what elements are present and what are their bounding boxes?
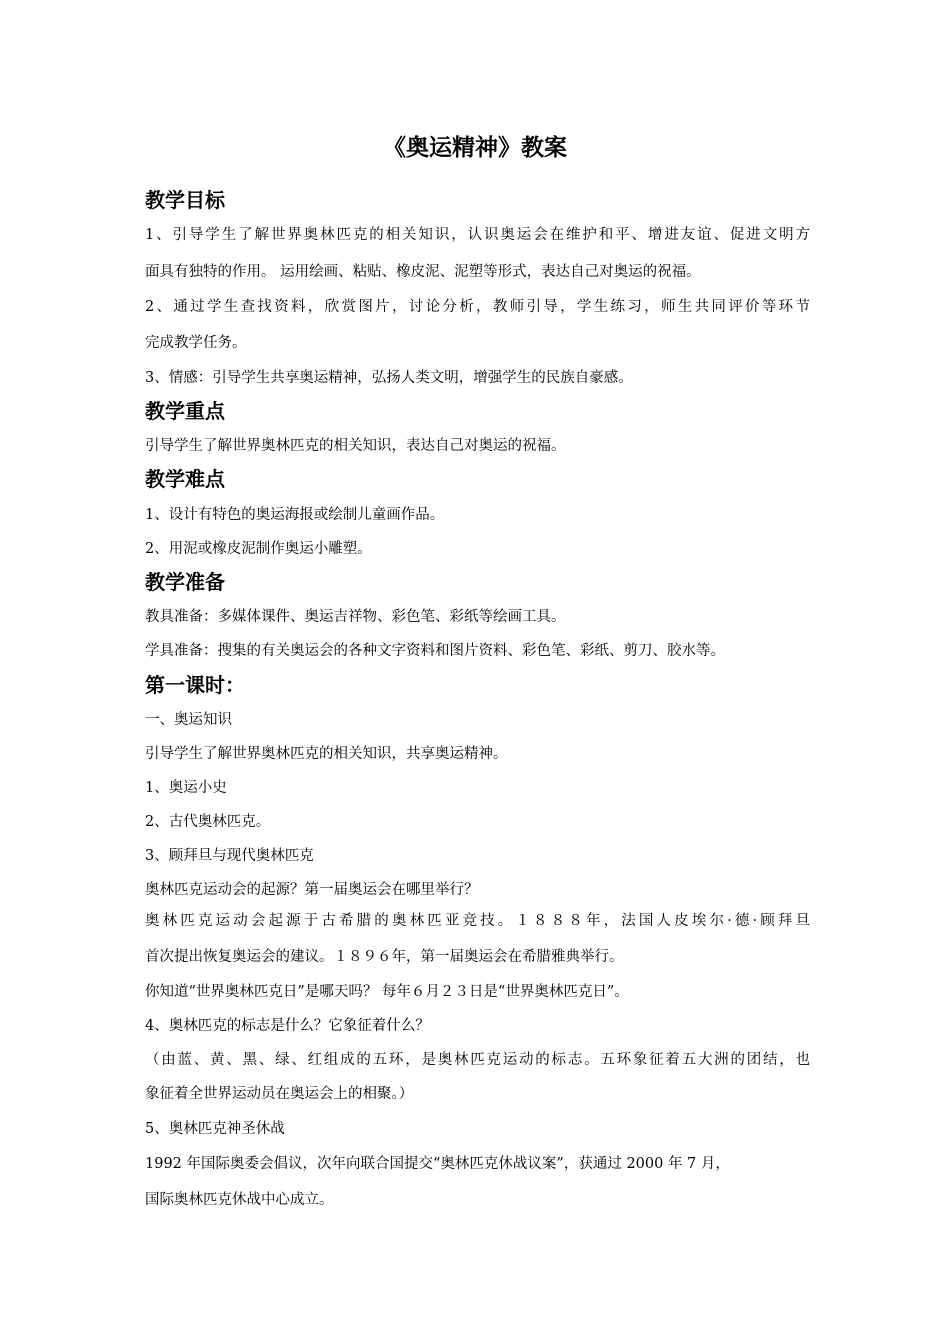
heading-preparation: 教学准备 (145, 570, 225, 594)
lesson-line-1: 一、奥运知识 (145, 712, 232, 728)
goals-line-1a: 1、引导学生了解世界奥林匹克的相关知识，认识奥运会在维护和平、增进友谊、促进文明方 (145, 227, 810, 243)
lesson-line-12a: 1992 年国际奥委会倡议，次年向联合国提交“奥林匹克休战议案”，获通过 2000 年 7 月， (145, 1156, 730, 1172)
lesson-line-5: 3、顾拜旦与现代奥林匹克 (145, 848, 314, 864)
heading-lesson-1: 第一课时： (145, 673, 245, 697)
preparation-teacher: 教具准备：多媒体课件、奥运吉祥物、彩色笔、彩纸等绘画工具。 (145, 609, 566, 625)
heading-difficulties: 教学难点 (145, 467, 225, 491)
preparation-student: 学具准备：搜集的有关奥运会的各种文字资料和图片资料、彩色笔、彩纸、剪刀、胶水等。 (145, 643, 725, 659)
difficulties-line-2: 2、用泥或橡皮泥制作奥运小雕塑。 (145, 541, 372, 557)
difficulties-line-1: 1、设计有特色的奥运海报或绘制儿童画作品。 (145, 507, 445, 523)
heading-key-points: 教学重点 (145, 399, 225, 423)
heading-teaching-goals: 教学目标 (145, 188, 225, 212)
lesson-line-12b: 国际奥林匹克休战中心成立。 (145, 1192, 334, 1208)
lesson-line-9: 4、奥林匹克的标志是什么？它象征着什么？ (145, 1018, 430, 1034)
lesson-line-7b: 首次提出恢复奥运会的建议。１８９６年，第一届奥运会在希腊雅典举行。 (145, 949, 624, 965)
lesson-line-3: 1、奥运小史 (145, 780, 227, 796)
lesson-line-6: 奥林匹克运动会的起源？第一届奥运会在哪里举行？ (145, 882, 479, 898)
lesson-line-2: 引导学生了解世界奥林匹克的相关知识，共享奥运精神。 (145, 746, 508, 762)
lesson-line-8: 你知道“世界奥林匹克日”是哪天吗？ 每年６月２３日是“世界奥林匹克日”。 (145, 984, 629, 1000)
key-points-line-1: 引导学生了解世界奥林匹克的相关知识，表达自己对奥运的祝福。 (145, 438, 566, 454)
lesson-line-7a: 奥林匹克运动会起源于古希腊的奥林匹亚竞技。１８８８年，法国人皮埃尔·德·顾拜旦 (145, 913, 810, 929)
lesson-line-10a: （由蓝、黄、黑、绿、红组成的五环，是奥林匹克运动的标志。五环象征着五大洲的团结，也 (145, 1052, 810, 1068)
goals-line-1b: 面具有独特的作用。 运用绘画、粘贴、橡皮泥、泥塑等形式，表达自己对奥运的祝福。 (145, 264, 701, 280)
goals-line-3: 3、情感：引导学生共享奥运精神，弘扬人类文明，增强学生的民族自豪感。 (145, 370, 633, 386)
lesson-line-10b: 象征着全世界运动员在奥运会上的相聚。） (145, 1086, 414, 1102)
document-title: 《奥运精神》教案 (383, 135, 567, 161)
goals-line-2b: 完成教学任务。 (145, 335, 247, 351)
lesson-line-4: 2、古代奥林匹克。 (145, 814, 271, 830)
lesson-line-11: 5、奥林匹克神圣休战 (145, 1121, 285, 1137)
goals-line-2a: 2、通过学生查找资料，欣赏图片，讨论分析，教师引导，学生练习，师生共同评价等环节 (145, 299, 810, 315)
